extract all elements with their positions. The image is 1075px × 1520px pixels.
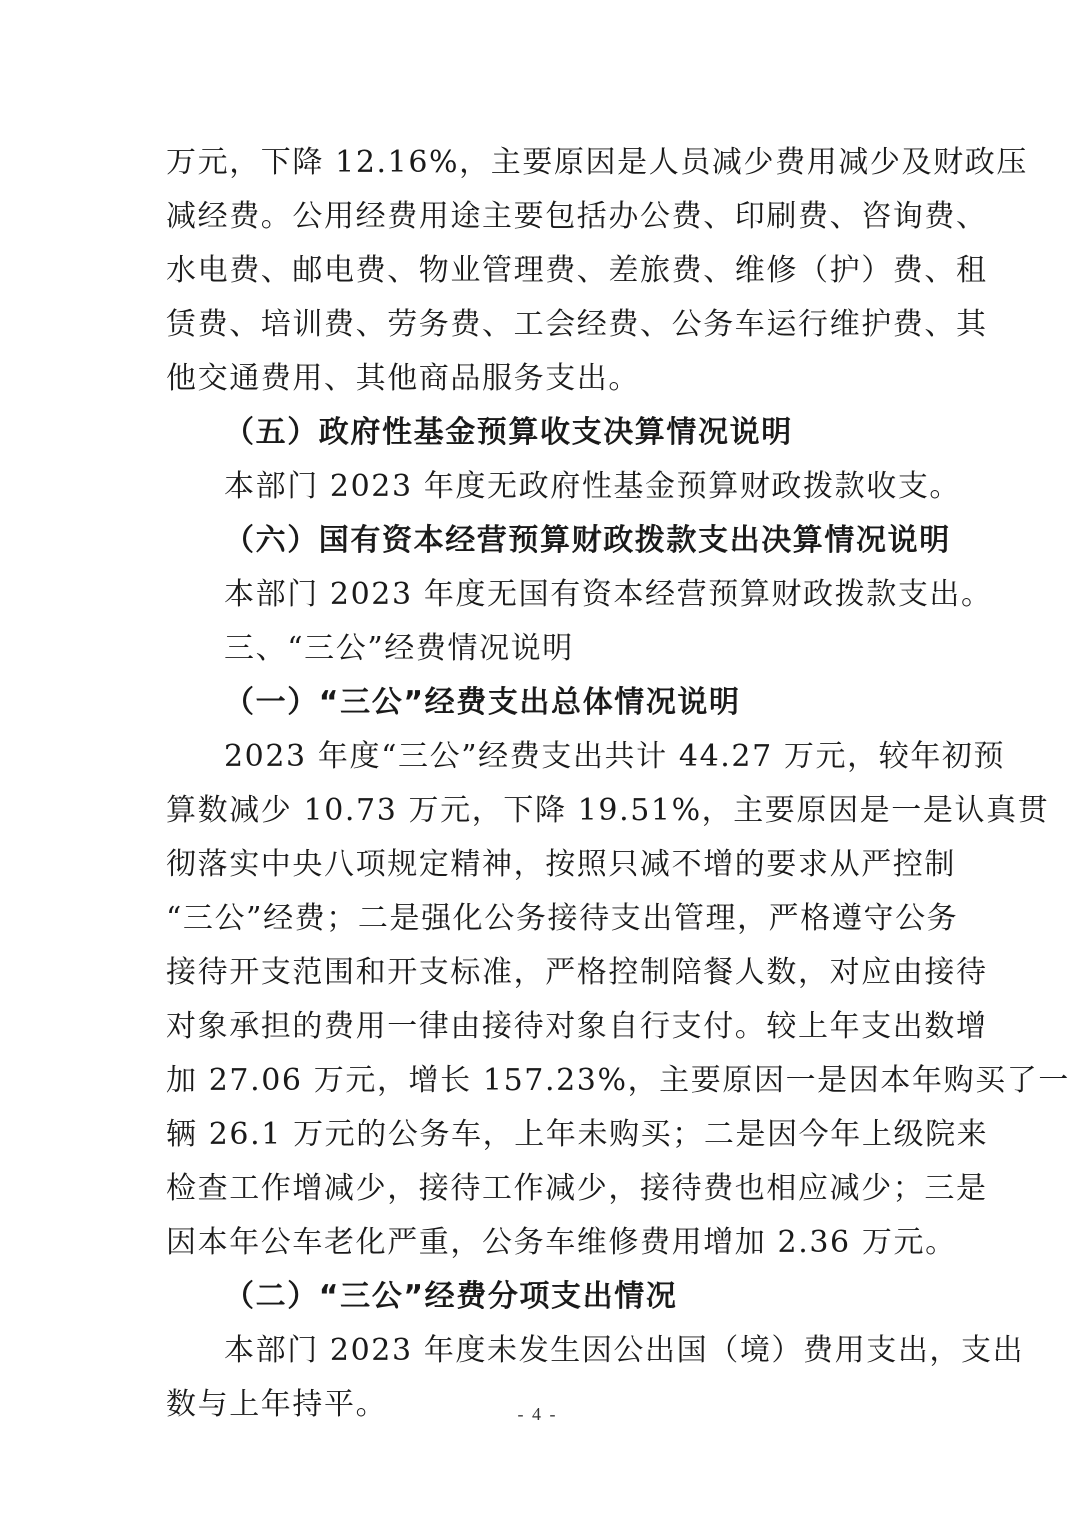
body-text-line: 算数减少 10.73 万元，下降 19.51%，主要原因是一是认真贯 — [166, 793, 1050, 828]
body-text-line: 减经费。公用经费用途主要包括办公费、印刷费、咨询费、 — [166, 199, 988, 234]
body-text-line: “三公”经费；二是强化公务接待支出管理，严格遵守公务 — [166, 901, 959, 936]
body-text-line: 本部门 2023 年度无政府性基金预算财政拨款收支。 — [224, 469, 962, 504]
body-text-line: 本部门 2023 年度未发生因公出国（境）费用支出，支出 — [224, 1333, 1025, 1368]
body-text-line: 加 27.06 万元，增长 157.23%，主要原因一是因本年购买了一 — [166, 1063, 1070, 1098]
body-text-line: 本部门 2023 年度无国有资本经营预算财政拨款支出。 — [224, 577, 993, 612]
section-heading-2: （二）“三公”经费分项支出情况 — [224, 1279, 678, 1314]
page-number: - 4 - — [517, 1404, 558, 1424]
document-body — [166, 136, 1070, 1432]
body-text-line: 对象承担的费用一律由接待对象自行支付。较上年支出数增 — [166, 1009, 988, 1044]
body-text-line: 接待开支范围和开支标准，严格控制陪餐人数，对应由接待 — [166, 955, 988, 990]
body-text-line: 彻落实中央八项规定精神，按照只减不增的要求从严控制 — [166, 847, 956, 882]
body-text-line: 因本年公车老化严重，公务车维修费用增加 2.36 万元。 — [166, 1225, 957, 1260]
body-text-line: 数与上年持平。 — [166, 1387, 388, 1422]
section-heading-1: （一）“三公”经费支出总体情况说明 — [224, 685, 741, 720]
section-heading-6: （六）国有资本经营预算财政拨款支出决算情况说明 — [224, 523, 951, 558]
body-text-line: 水电费、邮电费、物业管理费、差旅费、维修（护）费、租 — [166, 253, 988, 288]
body-text-line: 赁费、培训费、劳务费、工会经费、公务车运行维护费、其 — [166, 307, 988, 342]
body-text-line: 他交通费用、其他商品服务支出。 — [166, 361, 640, 396]
section-heading-5: （五）政府性基金预算收支决算情况说明 — [224, 415, 793, 450]
body-text-line: 万元，下降 12.16%，主要原因是人员减少费用减少及财政压 — [166, 145, 1028, 180]
chapter-heading-3: 三、“三公”经费情况说明 — [224, 631, 574, 666]
body-text-line: 检查工作增减少，接待工作减少，接待费也相应减少；三是 — [166, 1171, 988, 1206]
body-text-line: 2023 年度“三公”经费支出共计 44.27 万元，较年初预 — [224, 739, 1006, 774]
body-text-line: 辆 26.1 万元的公务车，上年未购买；二是因今年上级院来 — [166, 1117, 989, 1152]
